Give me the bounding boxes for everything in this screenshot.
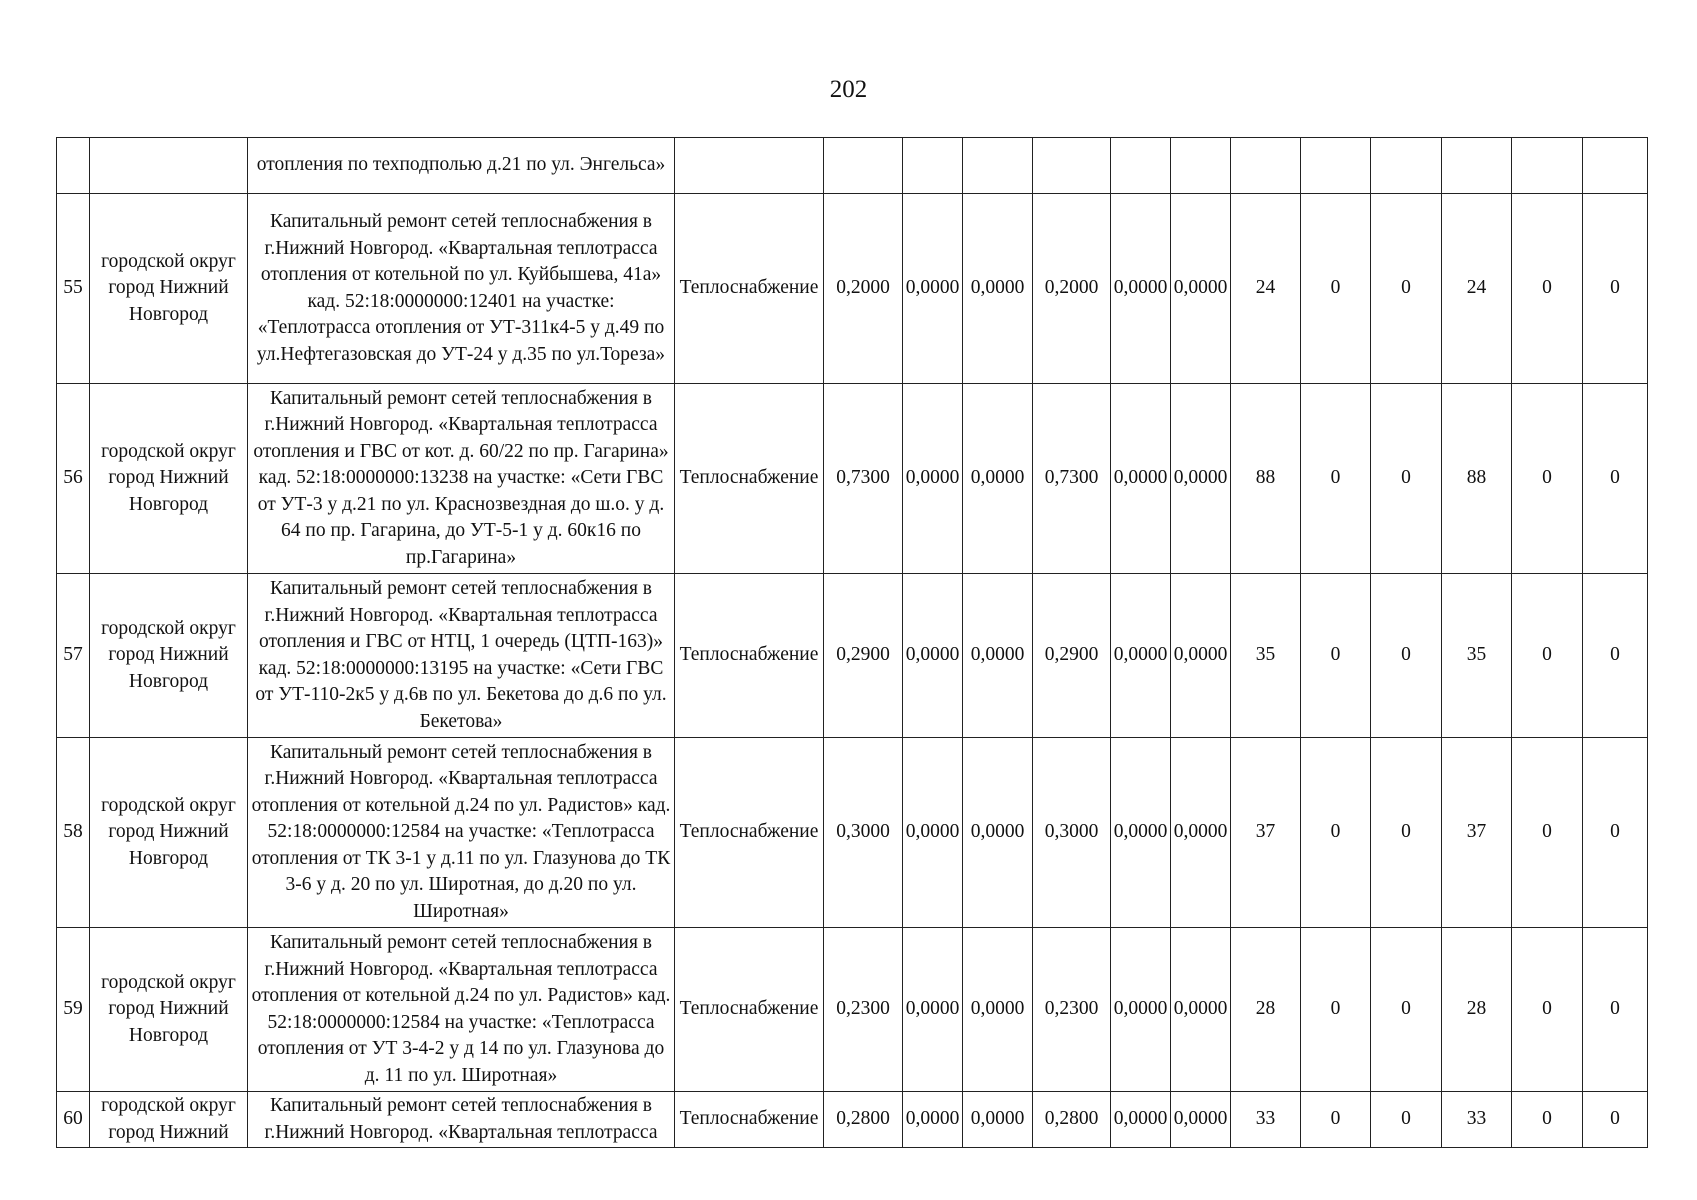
municipality-cell: городской округ город Нижний Новгород xyxy=(90,384,248,574)
value-cell: 0,0000 xyxy=(903,928,963,1092)
value-cell: 0,0000 xyxy=(963,928,1033,1092)
value-cell: 33 xyxy=(1231,1092,1301,1148)
description-cell: Капитальный ремонт сетей теплоснабжения в г.Нижний Новгород. «Квартальная теплотрасса отопления от котельной д.24 по ул. Радистов» кад. 52:18:0000000:12584 на участке: «Теплотрасса отопления от ТК 3-1 у д.11 по ул. Глазунова до ТК 3-6 у д. 20 по ул. Широтная, до д.20 по ул. Широтная» xyxy=(248,738,675,928)
municipality-cell: городской округ город Нижний Новгород xyxy=(90,574,248,738)
value-cell xyxy=(1111,138,1171,194)
type-cell: Теплоснабжение xyxy=(675,194,824,384)
value-cell: 0,0000 xyxy=(903,384,963,574)
table-row xyxy=(57,138,1648,194)
value-cell: 0 xyxy=(1301,194,1371,384)
value-cell: 0,2800 xyxy=(824,1092,903,1148)
municipality-cell xyxy=(90,138,248,194)
type-cell: Теплоснабжение xyxy=(675,384,824,574)
value-cell: 0 xyxy=(1583,928,1648,1092)
value-cell: 0,2900 xyxy=(824,574,903,738)
value-cell: 0,2000 xyxy=(1033,194,1111,384)
value-cell: 37 xyxy=(1231,738,1301,928)
row-number xyxy=(57,138,90,194)
value-cell: 0,0000 xyxy=(1171,384,1231,574)
page-number: 202 xyxy=(829,76,868,103)
value-cell: 88 xyxy=(1442,384,1512,574)
value-cell: 0 xyxy=(1512,574,1583,738)
value-cell: 0,2000 xyxy=(824,194,903,384)
table-row xyxy=(57,738,1648,928)
value-cell: 0 xyxy=(1583,574,1648,738)
value-cell: 0,0000 xyxy=(1111,194,1171,384)
value-cell xyxy=(1231,138,1301,194)
type-cell xyxy=(675,138,824,194)
type-cell: Теплоснабжение xyxy=(675,574,824,738)
value-cell: 0,0000 xyxy=(1111,738,1171,928)
value-cell xyxy=(1442,138,1512,194)
value-cell: 0,0000 xyxy=(903,1092,963,1148)
value-cell: 0 xyxy=(1371,738,1442,928)
description-cell: Капитальный ремонт сетей теплоснабжения в г.Нижний Новгород. «Квартальная теплотрасса отопления и ГВС от кот. д. 60/22 по пр. Гагарина» кад. 52:18:0000000:13238 на участке: «Сети ГВС от УТ-3 у д.21 по ул. Краснозвездная до ш.о. у д. 64 по пр. Гагарина, до УТ-5-1 у д. 60к16 по пр.Гагарина» xyxy=(248,384,675,574)
value-cell: 0 xyxy=(1583,194,1648,384)
value-cell xyxy=(963,138,1033,194)
value-cell: 88 xyxy=(1231,384,1301,574)
row-number: 58 xyxy=(57,738,90,928)
value-cell: 0 xyxy=(1301,928,1371,1092)
value-cell: 0 xyxy=(1512,384,1583,574)
value-cell: 0 xyxy=(1301,1092,1371,1148)
description-cell: Капитальный ремонт сетей теплоснабжения в г.Нижний Новгород. «Квартальная теплотрасса отопления от котельной по ул. Куйбышева, 41а» кад. 52:18:0000000:12401 на участке: «Теплотрасса отопления от УТ-311к4-5 у д.49 по ул.Нефтегазовская до УТ-24 у д.35 по ул.Тореза» xyxy=(248,194,675,384)
table-row xyxy=(57,194,1648,384)
value-cell: 0 xyxy=(1512,1092,1583,1148)
value-cell: 0,0000 xyxy=(1171,928,1231,1092)
value-cell: 0,3000 xyxy=(1033,738,1111,928)
table-row xyxy=(57,928,1648,1092)
type-cell: Теплоснабжение xyxy=(675,738,824,928)
value-cell: 0,0000 xyxy=(1171,1092,1231,1148)
value-cell: 0,7300 xyxy=(1033,384,1111,574)
value-cell: 37 xyxy=(1442,738,1512,928)
row-number: 56 xyxy=(57,384,90,574)
value-cell: 0,0000 xyxy=(1111,384,1171,574)
value-cell: 0 xyxy=(1512,738,1583,928)
value-cell: 0 xyxy=(1512,194,1583,384)
value-cell: 0,3000 xyxy=(824,738,903,928)
value-cell: 0 xyxy=(1371,574,1442,738)
value-cell: 0,0000 xyxy=(1171,738,1231,928)
value-cell: 33 xyxy=(1442,1092,1512,1148)
value-cell: 0,0000 xyxy=(963,738,1033,928)
value-cell: 35 xyxy=(1442,574,1512,738)
value-cell xyxy=(1371,138,1442,194)
value-cell: 35 xyxy=(1231,574,1301,738)
data-table xyxy=(56,137,1648,1148)
value-cell: 0,2300 xyxy=(1033,928,1111,1092)
value-cell xyxy=(903,138,963,194)
municipality-cell: городской округ город Нижний xyxy=(90,1092,248,1148)
value-cell: 0,2900 xyxy=(1033,574,1111,738)
description-cell: Капитальный ремонт сетей теплоснабжения в г.Нижний Новгород. «Квартальная теплотрасса xyxy=(248,1092,675,1148)
value-cell: 28 xyxy=(1442,928,1512,1092)
value-cell: 0 xyxy=(1371,1092,1442,1148)
row-number: 59 xyxy=(57,928,90,1092)
value-cell xyxy=(1171,138,1231,194)
value-cell: 0 xyxy=(1583,384,1648,574)
municipality-cell: городской округ город Нижний Новгород xyxy=(90,194,248,384)
value-cell xyxy=(1301,138,1371,194)
value-cell: 0,0000 xyxy=(963,1092,1033,1148)
value-cell xyxy=(824,138,903,194)
value-cell: 0,2800 xyxy=(1033,1092,1111,1148)
value-cell: 0 xyxy=(1301,384,1371,574)
value-cell: 0,0000 xyxy=(903,194,963,384)
table-row xyxy=(57,1092,1648,1148)
municipality-cell: городской округ город Нижний Новгород xyxy=(90,738,248,928)
type-cell: Теплоснабжение xyxy=(675,1092,824,1148)
row-number: 55 xyxy=(57,194,90,384)
value-cell: 24 xyxy=(1442,194,1512,384)
value-cell: 0 xyxy=(1371,384,1442,574)
value-cell: 0 xyxy=(1583,1092,1648,1148)
description-cell: Капитальный ремонт сетей теплоснабжения в г.Нижний Новгород. «Квартальная теплотрасса отопления и ГВС от НТЦ, 1 очередь (ЦТП-163)» кад. 52:18:0000000:13195 на участке: «Сети ГВС от УТ-110-2к5 у д.6в по ул. Бекетова до д.6 по ул. Бекетова» xyxy=(248,574,675,738)
value-cell: 0,0000 xyxy=(963,574,1033,738)
value-cell: 0,0000 xyxy=(1111,928,1171,1092)
type-cell: Теплоснабжение xyxy=(675,928,824,1092)
value-cell: 0 xyxy=(1583,738,1648,928)
value-cell: 0 xyxy=(1371,194,1442,384)
table-row xyxy=(57,384,1648,574)
value-cell: 0,0000 xyxy=(903,574,963,738)
municipality-cell: городской округ город Нижний Новгород xyxy=(90,928,248,1092)
value-cell: 0,0000 xyxy=(1111,1092,1171,1148)
value-cell: 0,0000 xyxy=(963,194,1033,384)
value-cell: 0 xyxy=(1301,574,1371,738)
description-cell: отопления по техподполью д.21 по ул. Энгельса» xyxy=(248,138,675,194)
value-cell: 0,2300 xyxy=(824,928,903,1092)
description-cell: Капитальный ремонт сетей теплоснабжения в г.Нижний Новгород. «Квартальная теплотрасса отопления от котельной д.24 по ул. Радистов» кад. 52:18:0000000:12584 на участке: «Теплотрасса отопления от УТ 3-4-2 у д 14 по ул. Глазунова до д. 11 по ул. Широтная» xyxy=(248,928,675,1092)
value-cell: 0,0000 xyxy=(903,738,963,928)
value-cell: 0,0000 xyxy=(1171,194,1231,384)
table-row xyxy=(57,574,1648,738)
value-cell: 0 xyxy=(1371,928,1442,1092)
value-cell: 0 xyxy=(1301,738,1371,928)
value-cell: 28 xyxy=(1231,928,1301,1092)
value-cell: 0,0000 xyxy=(1171,574,1231,738)
value-cell: 0,7300 xyxy=(824,384,903,574)
value-cell xyxy=(1583,138,1648,194)
row-number: 60 xyxy=(57,1092,90,1148)
value-cell: 24 xyxy=(1231,194,1301,384)
value-cell: 0 xyxy=(1512,928,1583,1092)
value-cell: 0,0000 xyxy=(1111,574,1171,738)
row-number: 57 xyxy=(57,574,90,738)
value-cell xyxy=(1512,138,1583,194)
value-cell: 0,0000 xyxy=(963,384,1033,574)
value-cell xyxy=(1033,138,1111,194)
